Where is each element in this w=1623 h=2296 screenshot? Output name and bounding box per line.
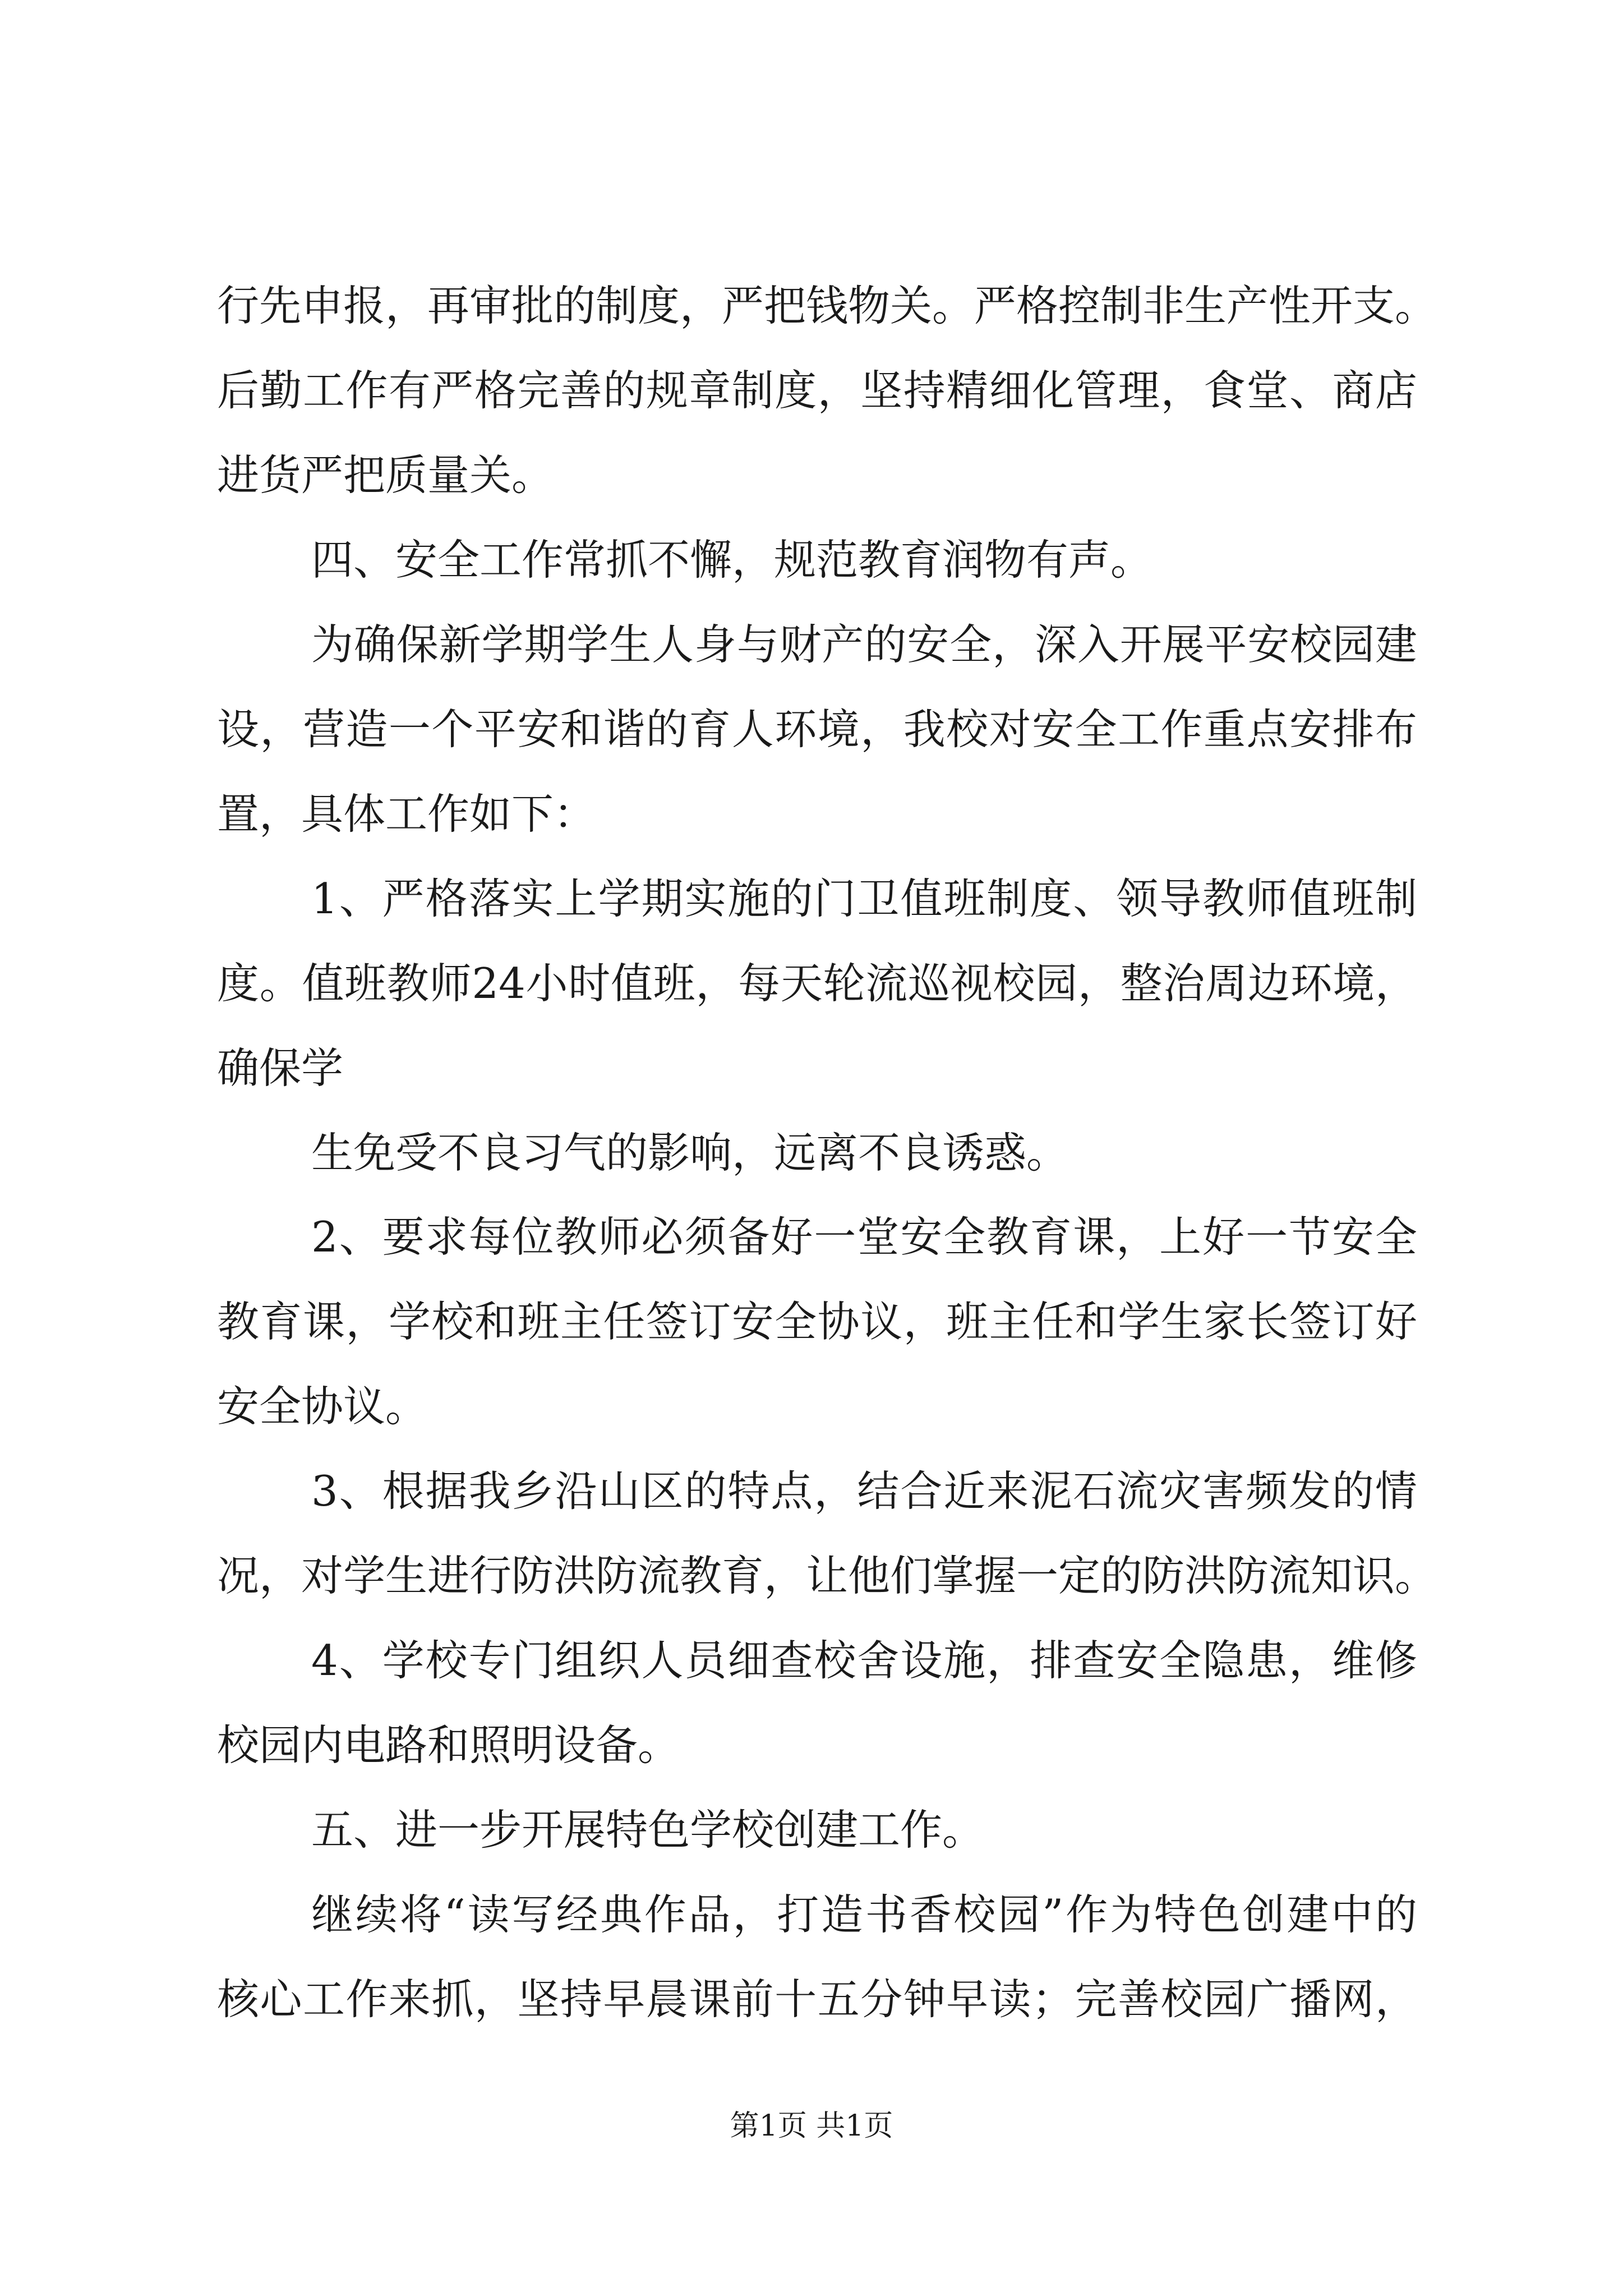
text-line: 度。值班教师24小时值班，每天轮流巡视校园，整治周边环境， xyxy=(217,958,1417,1008)
list-item-text: 3、根据我乡沿山区的特点，结合近来泥石流灾害频发的情 xyxy=(311,1466,1417,1516)
list-item-text: 4、学校专门组织人员细查校舍设施，排查安全隐患，维修 xyxy=(311,1636,1417,1686)
text-line: 继续将“读写经典作品，打造书香校园”作为特色创建中的 xyxy=(311,1890,1417,1940)
section-heading: 五、进一步开展特色学校创建工作。 xyxy=(311,1805,985,1855)
text-line: 进货严把质量关。 xyxy=(217,450,554,500)
text-line: 生免受不良习气的影响，远离不良诱惑。 xyxy=(311,1128,1069,1177)
text-line: 行先申报，再审批的制度，严把钱物关。严格控制非生产性开支。 xyxy=(217,281,1437,330)
text-line: 确保学 xyxy=(217,1043,344,1093)
section-heading: 四、安全工作常抓不懈，规范教育润物有声。 xyxy=(311,535,1153,585)
list-item-text: 1、严格落实上学期实施的门卫值班制度、领导教师值班制 xyxy=(311,873,1417,923)
text-line: 为确保新学期学生人身与财产的安全，深入开展平安校园建 xyxy=(311,619,1417,669)
text-line: 教育课，学校和班主任签订安全协议，班主任和学生家长签订好 xyxy=(217,1297,1417,1347)
list-item-text: 2、要求每位教师必须备好一堂安全教育课，上好一节安全 xyxy=(311,1212,1417,1262)
text-line: 校园内电路和照明设备。 xyxy=(217,1720,680,1770)
text-line: 后勤工作有严格完善的规章制度，坚持精细化管理，食堂、商店 xyxy=(217,365,1417,415)
text-line: 安全协议。 xyxy=(217,1382,428,1432)
text-line: 况，对学生进行防洪防流教育，让他们掌握一定的防洪防流知识。 xyxy=(217,1551,1437,1601)
text-line: 核心工作来抓，坚持早晨课前十五分钟早读；完善校园广播网， xyxy=(217,1975,1417,2024)
text-line: 设，营造一个平安和谐的育人环境，我校对安全工作重点安排布 xyxy=(217,704,1417,754)
page-footer: 第1页 共1页 xyxy=(730,2109,893,2143)
text-line: 置，具体工作如下： xyxy=(217,789,596,839)
